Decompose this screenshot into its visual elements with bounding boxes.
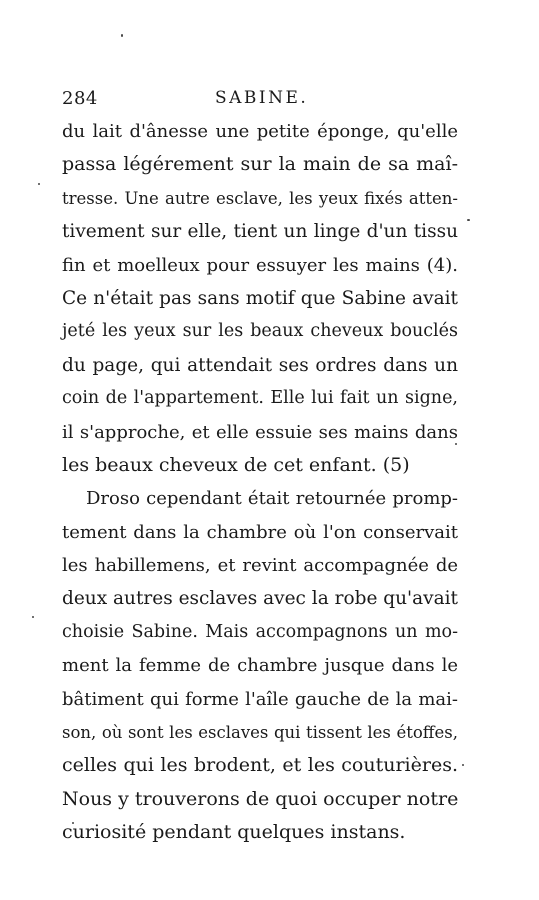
page-number: 284: [62, 88, 98, 109]
text-line: coin de l'appartement. Elle lui fait un signe,: [62, 388, 458, 409]
text-line: Ce n'était pas sans motif que Sabine avait: [62, 287, 458, 309]
text-line: les beaux cheveux de cet enfant. (5): [62, 453, 410, 476]
text-line: ment la femme de chambre jusque dans le: [62, 655, 458, 677]
text-line: il s'approche, et elle essuie ses mains dans: [62, 421, 458, 443]
ink-speck: [462, 764, 464, 766]
text-line: bâtiment qui forme l'aîle gauche de la mai-: [62, 688, 458, 710]
text-line: fin et moelleux pour essuyer les mains (4).: [62, 254, 458, 276]
text-line: Droso cependant était retournée promp-: [86, 488, 458, 510]
text-line: tivement sur elle, tient un linge d'un tissu: [62, 221, 458, 243]
ink-speck: [38, 183, 40, 185]
text-line: jeté les yeux sur les beaux cheveux bouclés: [62, 321, 458, 342]
text-line: du page, qui attendait ses ordres dans un: [62, 354, 458, 376]
paragraph-1: [62, 115, 458, 482]
text-line: son, où sont les esclaves qui tissent les étoffes,: [62, 723, 458, 743]
text-line: du lait d'ânesse une petite éponge, qu'elle: [62, 121, 458, 142]
page-header: [62, 88, 462, 112]
text-line: tement dans la chambre où l'on conservait: [62, 521, 458, 543]
text-line: celles qui les brodent, et les couturières.: [62, 754, 458, 777]
running-title: SABINE.: [215, 88, 309, 108]
ink-speck: [121, 34, 123, 37]
text-line: Nous y trouverons de quoi occuper notre: [62, 787, 459, 810]
text-line: passa légérement sur la main de sa maî-: [62, 153, 458, 176]
body-text: [62, 115, 458, 850]
ink-speck: [32, 616, 34, 618]
paragraph-2: [62, 482, 458, 849]
text-line: tresse. Une autre esclave, les yeux fixés atten-: [62, 188, 458, 208]
text-line: deux autres esclaves avec la robe qu'avait: [62, 588, 458, 610]
ink-speck: [467, 219, 470, 221]
text-line: les habillemens, et revint accompagnée de: [62, 555, 458, 577]
text-line: curiosité pendant quelques instans.: [62, 821, 406, 844]
text-line: choisie Sabine. Mais accompagnons un mo-: [62, 621, 458, 642]
